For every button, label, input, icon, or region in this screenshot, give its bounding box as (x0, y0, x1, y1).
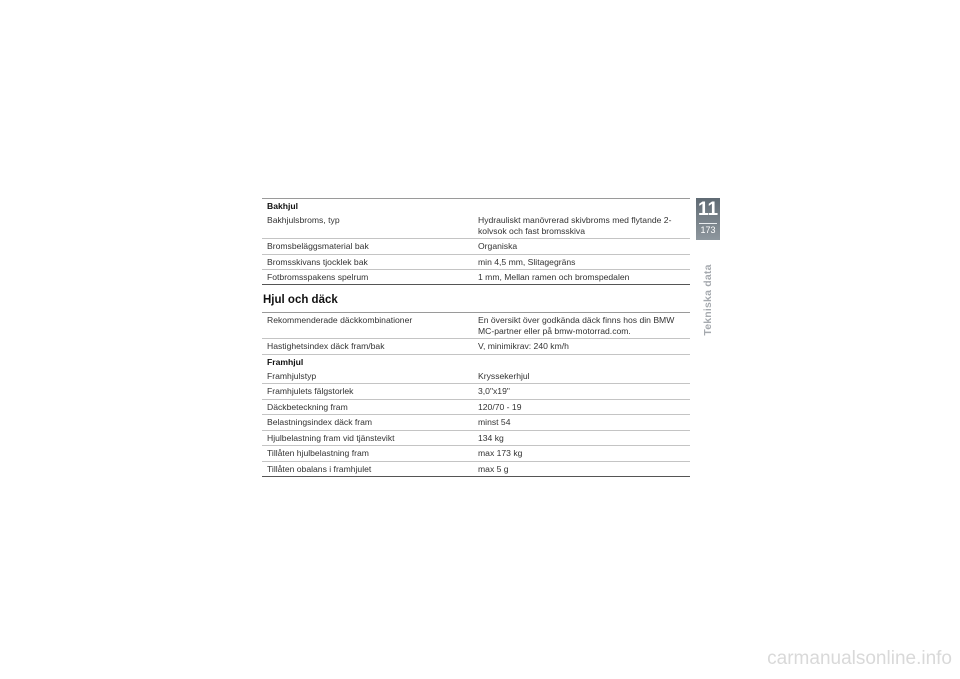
row-label: Bromsbeläggsmaterial bak (262, 239, 473, 254)
row-label: Tillåten obalans i framhjulet (262, 461, 473, 476)
row-value: Hydrauliskt manövrerad skivbroms med flytande 2-kolvsok och fast bromsskiva (473, 213, 690, 238)
row-value: En översikt över godkända däck finns hos din BMW MC-partner eller på bmw-motorrad.com. (473, 313, 690, 339)
row-label: Framhjulstyp (262, 369, 473, 384)
table-row (262, 461, 690, 476)
table-row (262, 254, 690, 269)
rear-wheel-table (262, 198, 690, 285)
row-label: Rekommenderade däckkombinationer (262, 313, 473, 339)
table-row (262, 446, 690, 461)
spec-content (262, 198, 690, 477)
row-label: Hastighetsindex däck fram/bak (262, 339, 473, 354)
row-value: Organiska (473, 239, 690, 254)
table-row (262, 270, 690, 285)
chapter-divider (699, 223, 717, 224)
chapter-title: Tekniska data (702, 264, 714, 336)
section-heading: Hjul och däck (263, 294, 338, 307)
chapter-side-label (701, 244, 715, 356)
row-value: min 4,5 mm, Slitagegräns (473, 254, 690, 269)
chapter-tab (696, 198, 720, 240)
table-row (262, 239, 690, 254)
row-label: Hjulbelastning fram vid tjänstevikt (262, 430, 473, 445)
row-label: Fotbromsspakens spelrum (262, 270, 473, 285)
row-label: Bromsskivans tjocklek bak (262, 254, 473, 269)
section-header-rear-wheel (262, 199, 690, 214)
chapter-number: 11 (697, 199, 719, 220)
row-label: Framhjulets fälgstorlek (262, 384, 473, 399)
table-row (262, 430, 690, 445)
row-label: Belastningsindex däck fram (262, 415, 473, 430)
table-row (262, 313, 690, 339)
row-label: Bakhjulsbroms, typ (262, 213, 473, 238)
row-value: max 173 kg (473, 446, 690, 461)
row-value: max 5 g (473, 461, 690, 476)
section-title: Framhjul (267, 356, 304, 367)
row-value: 134 kg (473, 430, 690, 445)
page-number: 173 (700, 225, 716, 235)
row-value: 120/70 - 19 (473, 399, 690, 414)
table-row (262, 384, 690, 399)
table-row (262, 369, 690, 384)
table-row (262, 415, 690, 430)
watermark-text: carmanualsonline.info (767, 648, 952, 669)
row-label: Tillåten hjulbelastning fram (262, 446, 473, 461)
row-value: minst 54 (473, 415, 690, 430)
table-row (262, 213, 690, 238)
row-value: 1 mm, Mellan ramen och bromspedalen (473, 270, 690, 285)
row-label: Däckbeteckning fram (262, 399, 473, 414)
section-title: Bakhjul (262, 199, 690, 214)
wheels-tires-table (262, 312, 690, 476)
table-row (262, 399, 690, 414)
row-value: V, minimikrav: 240 km/h (473, 339, 690, 354)
row-value: 3,0"x19" (473, 384, 690, 399)
row-value: Kryssekerhjul (473, 369, 690, 384)
table-row (262, 339, 690, 354)
section-header-front-wheel (262, 354, 690, 369)
